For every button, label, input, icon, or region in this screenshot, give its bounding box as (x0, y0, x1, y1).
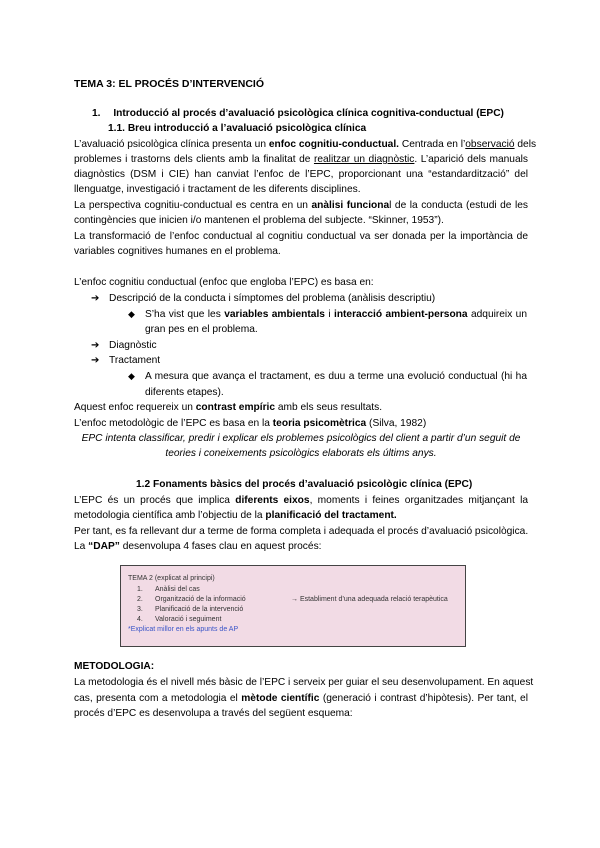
text-run: Aquest enfoc requereix un (74, 402, 196, 413)
box-footnote: *Explicat millor en els apunts de AP (128, 626, 239, 633)
bullet-description: Descripció de la conducta i símptomes del problema (anàlisis descriptiu) (109, 293, 436, 304)
section-1-heading (92, 107, 504, 120)
quote-line-1: EPC intenta classificar, predir i explicar els problemes psicològics del client a partir d’un seguit de (81, 433, 521, 444)
box-item-label: Valoració i seguiment (155, 616, 222, 623)
arrow-bullet-icon: ➔ (91, 355, 100, 366)
paragraph-3-line-2: variables cognitives humanes en el problema. (74, 246, 281, 257)
text-run: . L’aparició dels manuals (414, 154, 528, 165)
bold-run: variables ambientals (224, 309, 325, 320)
bullet-tractament: Tractament (109, 355, 161, 366)
bold-run: planificació del tractament. (265, 510, 397, 521)
box-item-number: 2. (137, 596, 143, 603)
box-item-label: Anàlisi del cas (155, 586, 200, 593)
text-run: problemes i trastorns dels clients amb la finalitat de (74, 154, 314, 165)
text-run: L’avaluació psicològica clínica presenta un (74, 139, 269, 150)
underlined-run: observació (465, 139, 515, 150)
section-1-number: 1. (92, 108, 101, 119)
section-1-2-line-2 (74, 509, 397, 522)
box-item-label: Organització de la informació (155, 596, 246, 603)
box-title: TEMA 2 (explicat al principi) (128, 575, 215, 582)
text-run: metodologia científica amb l’objectiu de la (74, 510, 266, 521)
paragraph-3-line-1: La transformació de l’enfoc conductual al cognitiu conductual va ser donada per la importància de (74, 231, 528, 242)
text-run: i (324, 309, 334, 320)
bold-run: enfoc cognitiu-conductual. (268, 139, 399, 150)
text-run: L’enfoc metodològic de l’EPC es basa en la (74, 418, 273, 429)
metodologia-heading: METODOLOGIA: (74, 661, 155, 672)
paragraph-2-line-2: contingències que inicien i/o mantenen el problema del subjecte. “Skinner, 1953”). (74, 215, 444, 226)
text-run: S’ha vist que les (145, 309, 225, 320)
dap-phases-image (120, 565, 466, 647)
box-item-number: 4. (137, 616, 143, 623)
section-1-2-line-1 (74, 494, 528, 507)
paragraph-2-line-1 (74, 199, 528, 212)
text-run: adquireix un (467, 309, 527, 320)
underlined-run: realitzar un diagnòstic (313, 154, 415, 165)
text-run: cas, presenta com a metodologia el (74, 693, 242, 704)
metodologia-line-3: procés d’EPC es desenvolupa a través del següent esquema: (74, 708, 353, 719)
text-run: , moments i feines organitzades mitjançant la (309, 495, 528, 506)
page-title: TEMA 3: EL PROCÉS D’INTERVENCIÓ (74, 78, 264, 90)
sub-bullet-variables-line-2: gran pes en el problema. (145, 324, 258, 335)
paragraph-1-line-4: llenguatge, investigació i tractament de les diferents disciplines. (74, 184, 361, 195)
text-run: (generació i contrast d’hipòtesis). Per tant, el (319, 693, 528, 704)
paragraph-1-line-2 (74, 153, 528, 166)
bold-run: “DAP” (88, 541, 120, 552)
paragraph-4: L’enfoc cognitiu conductual (enfoc que engloba l’EPC) es basa en: (74, 277, 374, 288)
sub-bullet-tractament-line-1: A mesura que avança el tractament, es duu a terme una evolució conductual (hi ha (145, 371, 527, 382)
section-1-2-line-3: Per tant, es fa rellevant dur a terme de forma completa i adequada el procés d’avaluació psicològica. (74, 526, 529, 537)
sub-bullet-variables-line-1 (145, 308, 527, 321)
bold-run: anàlisi funciona (311, 200, 390, 211)
box-item-number: 3. (137, 606, 143, 613)
box-arrow-note: → Establiment d’una adequada relació terapèutica (291, 596, 448, 603)
text-run: dels (514, 139, 537, 150)
text-run: La perspectiva cognitiu-conductual es centra en un (74, 200, 312, 211)
text-run: desenvolupa 4 fases clau en aquest procés: (119, 541, 322, 552)
quote-line-2: teories i coneixements psicològics elaborats els últims anys. (165, 448, 437, 459)
paragraph-1-line-1 (74, 138, 537, 151)
metodologia-line-2 (74, 692, 528, 705)
text-run: amb els seus resultats. (275, 402, 383, 413)
metodologia-line-1: La metodologia és el nivell més bàsic de l’EPC i serveix per guiar el seu desenvolupament. En aquest (74, 677, 534, 688)
diamond-bullet-icon: ◆ (128, 309, 135, 319)
paragraph-6 (74, 417, 426, 430)
bold-run: contrast empíric (195, 402, 276, 413)
arrow-bullet-icon: ➔ (91, 293, 100, 304)
text-run: Centrada en l’ (399, 139, 466, 150)
subsection-1-2-heading: 1.2 Fonaments bàsics del procés d’avaluació psicològic clínica (EPC) (136, 479, 473, 490)
bold-run: teoria psicomètrica (272, 418, 367, 429)
text-run: La (74, 541, 89, 552)
box-item-number: 1. (137, 586, 143, 593)
bold-run: interacció ambient-persona (333, 309, 468, 320)
bold-run: mètode científic (241, 693, 320, 704)
text-run: (Silva, 1982) (366, 418, 427, 429)
diamond-bullet-icon: ◆ (128, 371, 135, 381)
section-1-title: Introducció al procés d’avaluació psicològica clínica cognitiva-conductual (EPC) (113, 108, 504, 119)
bold-run: diferents eixos (235, 495, 310, 506)
sub-bullet-tractament-line-2: diferents etapes). (145, 387, 224, 398)
bullet-diagnostic: Diagnòstic (109, 340, 157, 351)
text-run: l de la conducta (estudi de les (389, 200, 528, 211)
text-run: L’EPC és un procés que implica (74, 495, 236, 506)
arrow-bullet-icon: ➔ (91, 340, 100, 351)
subsection-1-1-heading: 1.1. Breu introducció a l’avaluació psicològica clínica (108, 123, 367, 134)
paragraph-1-line-3: diagnòstics (DSM i CIE) han canviat l’enfoc de l’EPC, proporcionant una “estandardització” del (74, 169, 528, 180)
paragraph-5 (74, 401, 382, 414)
box-item-label: Planificació de la intervenció (155, 606, 244, 613)
section-1-2-line-4 (74, 540, 322, 553)
